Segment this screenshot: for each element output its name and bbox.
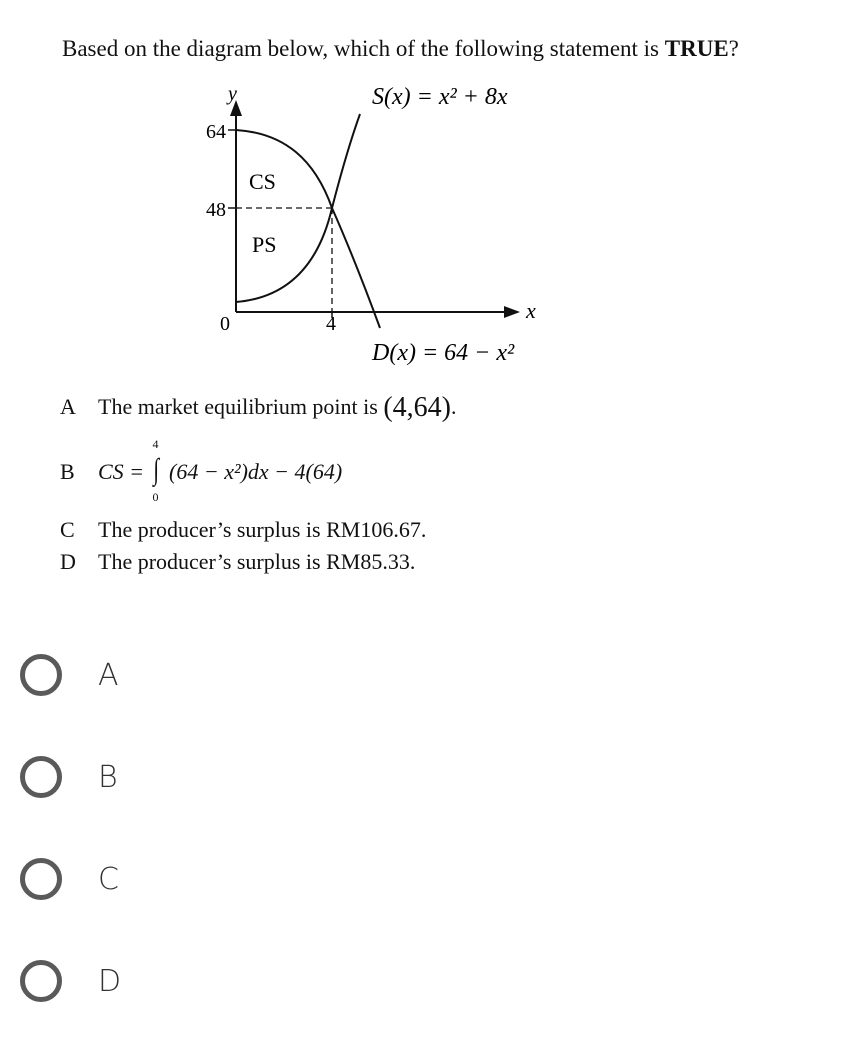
y-axis-label: y xyxy=(228,83,237,105)
choice-d[interactable] xyxy=(20,953,121,1009)
statement-d: D The producer’s surplus is RM85.33. xyxy=(60,549,416,574)
choice-d-label: D xyxy=(98,963,122,999)
origin-label: 0 xyxy=(220,313,230,335)
x-axis-arrow xyxy=(504,306,520,318)
surplus-diagram xyxy=(0,0,847,380)
choice-b-label: B xyxy=(98,759,118,795)
x-axis-label: x xyxy=(526,298,536,323)
x-tick-4-label: 4 xyxy=(326,313,336,335)
statement-b: B CS = 4 ∫ 0 (64 − x²)dx − 4(64) xyxy=(60,437,343,504)
choice-c[interactable] xyxy=(20,851,119,907)
y-tick-48-label: 48 xyxy=(206,199,226,221)
integral-sign: 4 ∫ 0 xyxy=(152,437,160,504)
radio-circle-icon[interactable] xyxy=(20,756,62,798)
cs-label: CS xyxy=(249,169,276,194)
choice-b[interactable] xyxy=(20,749,118,805)
radio-circle-icon[interactable] xyxy=(20,654,62,696)
ps-label: PS xyxy=(252,232,277,257)
choice-c-label: C xyxy=(98,861,119,897)
cs-formula-prefix: CS = xyxy=(98,459,145,484)
y-tick-64-label: 64 xyxy=(206,121,226,143)
cs-formula-integrand: (64 − x²)dx − 4(64) xyxy=(169,459,343,484)
question-text: Based on the diagram below, which of the following statement is TRUE? xyxy=(62,36,739,61)
statement-a: A The market equilibrium point is (4,64). xyxy=(60,392,457,423)
radio-circle-icon[interactable] xyxy=(20,858,62,900)
choice-a-label: A xyxy=(98,657,119,693)
statement-c: C The producer’s surplus is RM106.67. xyxy=(60,517,427,542)
supply-function-label: S(x) = x² + 8x xyxy=(372,84,508,110)
question-emphasis: TRUE xyxy=(664,36,729,61)
choice-a[interactable] xyxy=(20,647,119,703)
demand-function-label: D(x) = 64 − x² xyxy=(372,340,515,366)
radio-circle-icon[interactable] xyxy=(20,960,62,1002)
